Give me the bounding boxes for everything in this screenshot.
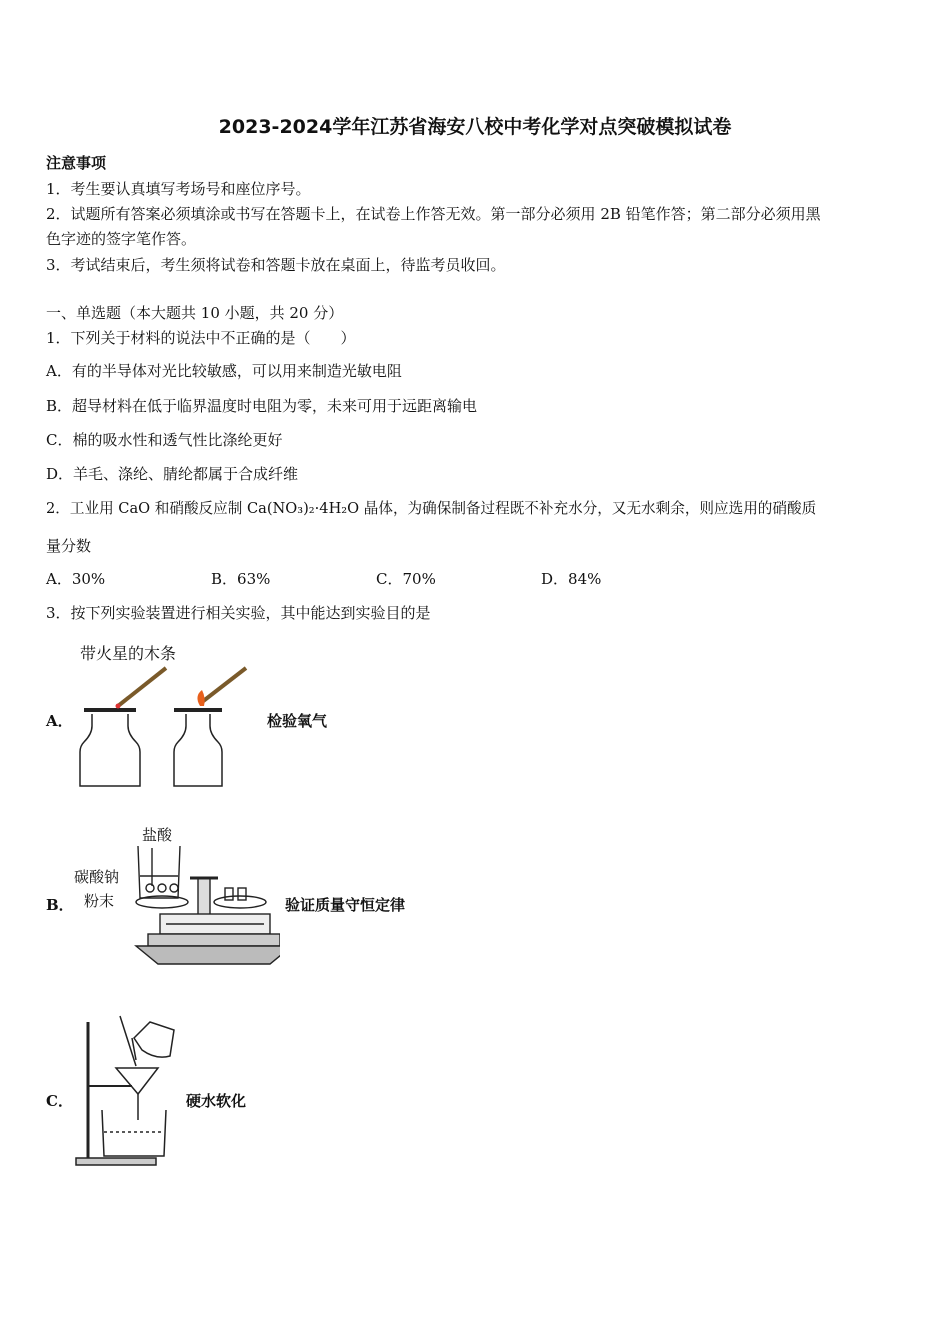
notice-item-1: 1．考生要认真填写考场号和座位序号。	[46, 180, 311, 198]
notice-heading: 注意事项	[46, 154, 107, 172]
page-title: 2023-2024学年江苏省海安八校中考化学对点突破模拟试卷	[218, 116, 732, 138]
q1-option-d: D．羊毛、涤纶、腈纶都属于合成纤维	[46, 465, 299, 483]
q3-a-letter: A．	[46, 712, 73, 730]
receiving-beaker	[102, 1110, 166, 1156]
q3-b-letter: B．	[46, 896, 74, 914]
label-powder: 粉末	[84, 892, 115, 910]
q3-b-caption: 验证质量守恒定律	[285, 896, 406, 914]
q1-option-c: C．棉的吸水性和透气性比涤纶更好	[46, 431, 283, 449]
q3-stem: 3．按下列实验装置进行相关实验，其中能达到实验目的是	[46, 604, 431, 622]
label-sodium-carbonate: 碳酸钠	[74, 868, 120, 886]
section-heading: 一、单选题（本大题共 10 小题，共 20 分）	[46, 304, 344, 322]
q2-option-c: C．70%	[376, 570, 436, 588]
figure-filtration	[72, 1012, 184, 1170]
wooden-splint-1	[116, 668, 167, 709]
q3-c-caption: 硬水软化	[186, 1092, 247, 1110]
gas-bottle-2	[174, 710, 222, 786]
notice-item-3: 3．考试结束后，考生须将试卷和答题卡放在桌面上，待监考员收回。	[46, 256, 506, 274]
label-hydrochloric-acid: 盐酸	[142, 826, 173, 844]
beaker-with-tube	[138, 846, 180, 898]
q2-stem-line2: 量分数	[46, 537, 92, 555]
q2-option-b: B．63%	[211, 570, 271, 588]
funnel	[116, 1068, 158, 1094]
notice-item-2: 2．试题所有答案必须填涂或书写在答题卡上，在试卷上作答无效。第一部分必须用 2B 铅笔作答；第二部分必须用黑	[46, 205, 821, 223]
notice-item-2-cont: 色字迹的签字笔作答。	[46, 230, 197, 248]
q1-option-a: A．有的半导体对光比较敏感，可以用来制造光敏电阻	[46, 362, 402, 380]
q3-c-letter: C．	[46, 1092, 73, 1110]
gas-bottle-1	[80, 710, 140, 786]
wooden-splint-2	[197, 668, 246, 706]
q1-stem: 1．下列关于材料的说法中不正确的是（ ）	[46, 329, 356, 347]
q2-option-a: A．30%	[46, 570, 106, 588]
label-glowing-splint: 带火星的木条	[80, 644, 177, 663]
flame-icon	[197, 690, 204, 706]
q2-stem-line1: 2．工业用 CaO 和硝酸反应制 Ca(NO₃)₂·4H₂O 晶体，为确保制备过程既不补充水分，又无水剩余，则应选用的硝酸质	[46, 500, 817, 517]
q2-option-d: D．84%	[541, 570, 602, 588]
pouring-beaker	[134, 1022, 174, 1057]
q3-a-caption: 检验氧气	[267, 712, 328, 730]
figure-balance	[70, 818, 280, 970]
balance-scale	[136, 878, 280, 964]
figure-oxygen-test	[74, 638, 264, 793]
q1-option-b: B．超导材料在低于临界温度时电阻为零，未来可用于远距离输电	[46, 397, 478, 415]
iron-stand-base	[76, 1158, 156, 1165]
